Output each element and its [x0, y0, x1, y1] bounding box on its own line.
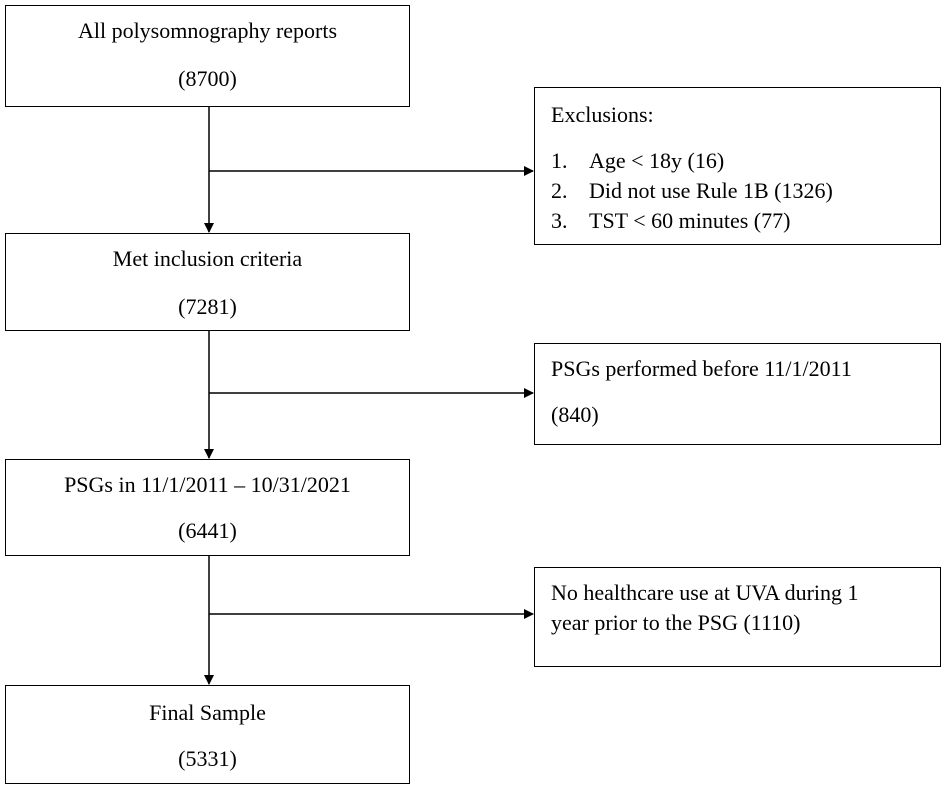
exclusion-text: Did not use Rule 1B (1326) [589, 178, 833, 203]
healthcare-exclusion-line2: year prior to the PSG (1110) [551, 610, 801, 635]
exclusion-number: 2. [551, 178, 568, 203]
step-label: Met inclusion criteria [112, 246, 303, 271]
step-count: (7281) [178, 294, 237, 319]
date-exclusion-count: (840) [551, 402, 599, 427]
exclusions-list [551, 146, 833, 236]
exclusion-item [551, 146, 833, 176]
step-count: (5331) [178, 746, 237, 771]
step-inclusion-criteria-box [5, 233, 410, 331]
step-label: All polysomnography reports [77, 18, 338, 43]
exclusions-box [534, 87, 941, 245]
step-count: (8700) [178, 66, 237, 91]
step-label: Final Sample [149, 700, 266, 725]
step-count: (6441) [178, 518, 237, 543]
date-exclusion-box [534, 343, 941, 445]
exclusion-text: Age < 18y (16) [589, 148, 725, 173]
exclusion-item [551, 206, 833, 236]
exclusion-number: 3. [551, 208, 568, 233]
step-label: PSGs in 11/1/2011 – 10/31/2021 [64, 472, 351, 497]
exclusion-number: 1. [551, 148, 568, 173]
step-all-reports-box [5, 5, 410, 107]
exclusion-text: TST < 60 minutes (77) [589, 208, 791, 233]
healthcare-exclusion-line1: No healthcare use at UVA during 1 [551, 580, 859, 605]
healthcare-exclusion-box [534, 567, 941, 667]
exclusions-title: Exclusions: [551, 102, 654, 127]
step-date-range-box [5, 459, 410, 556]
date-exclusion-title: PSGs performed before 11/1/2011 [551, 356, 852, 381]
exclusion-item [551, 176, 833, 206]
step-final-sample-box [5, 685, 410, 784]
